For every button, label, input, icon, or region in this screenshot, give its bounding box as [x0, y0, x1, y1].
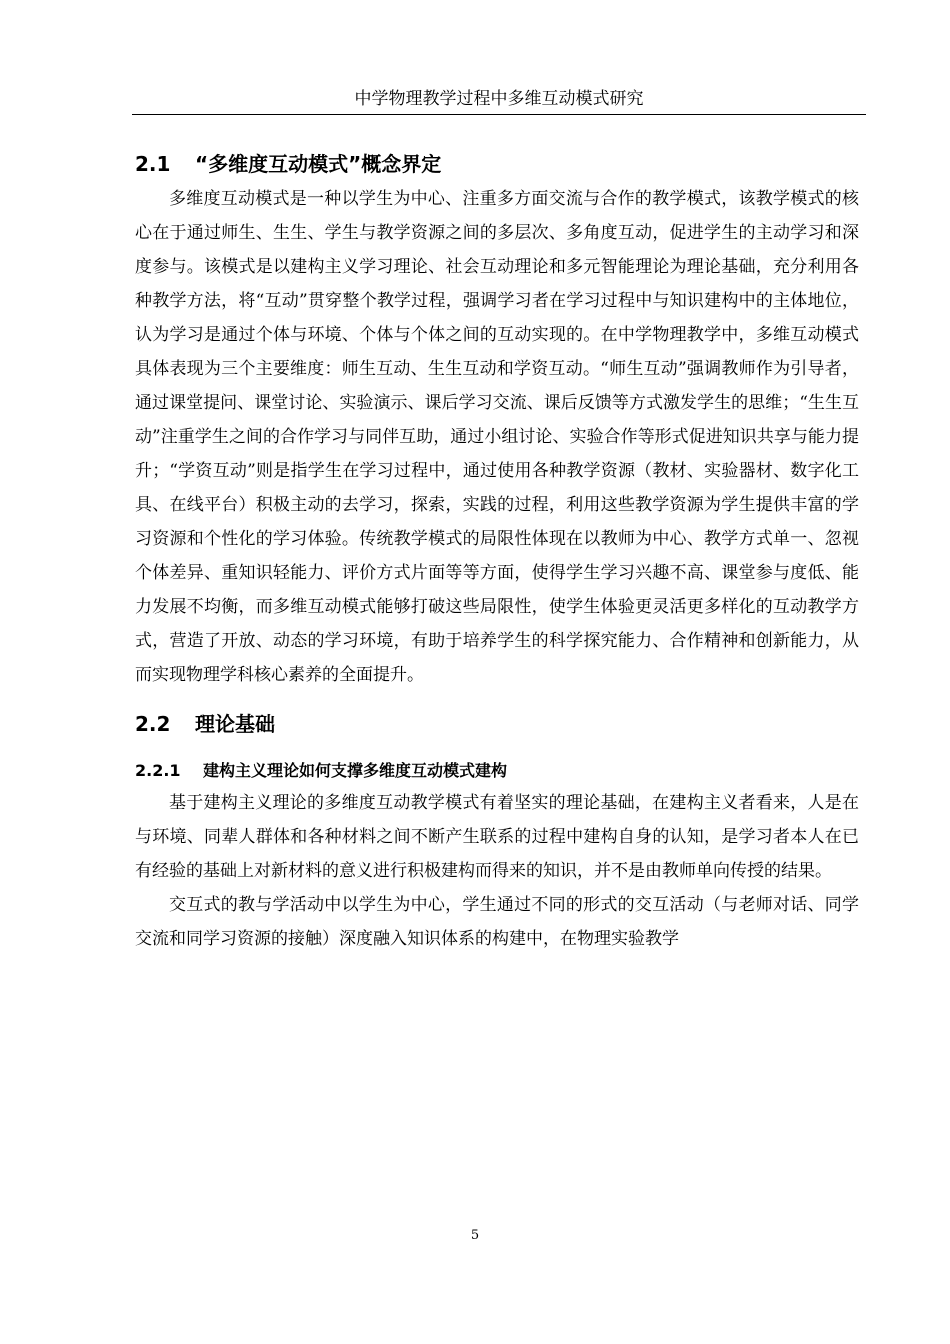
section-2-2-1-paragraph-2: 交互式的教与学活动中以学生为中心，学生通过不同的形式的交互活动（与老师对话、同学交流和同学习资源的接触）深度融入知识体系的构建中，在物理实验教学 [135, 895, 859, 949]
section-2-1-paragraph: 多维度互动模式是一种以学生为中心、注重多方面交流与合作的教学模式，该教学模式的核心在于通过师生、生生、学生与教学资源之间的多层次、多角度互动，促进学生的主动学习和深度参与。该模式是以建构主义学习理论、社会互动理论和多元智能理论为理论基础，充分利用各种教学方法，将“互动”贯穿整个教学过程，强调学习者在学习过程中与知识建构中的主体地位，认为学习是通过个体与环境、个体与个体之间的互动实现的。在中学物理教学中，多维互动模式具体表现为三个主要维度：师生互动、生生互动和学资互动。“师生互动”强调教师作为引导者，通过课堂提问、课堂讨论、实验演示、课后学习交流、课后反馈等方式激发学生的思维；“生生互动”注重学生之间的合作学习与同伴互助，通过小组讨论、实验合作等形式促进知识共享与能力提升；“学资互动”则是指学生在学习过程中，通过使用各种教学资源（教材、实验器材、数字化工具、在线平台）积极主动的去学习，探索，实践的过程，利用这些教学资源为学生提供丰富的学习资源和个性化的学习体验。传统教学模式的局限性体现在以教师为中心、教学方式单一、忽视个体差异、重知识轻能力、评价方式片面等等方面，使得学生学习兴趣不高、课堂参与度低、能力发展不均衡，而多维互动模式能够打破这些局限性，使学生体验更灵活更多样化的互动教学方式，营造了开放、动态的学习环境，有助于培养学生的科学探究能力、合作精神和创新能力，从而实现物理学科核心素养的全面提升。 [135, 189, 859, 685]
section-2-2-1-number: 2.2.1 [135, 761, 181, 780]
section-2-1-heading [135, 146, 859, 182]
section-2-2-1-title: 建构主义理论如何支撑多维度互动模式建构 [203, 761, 508, 780]
section-2-2-title: 理论基础 [195, 712, 275, 736]
page-body [135, 144, 859, 956]
section-2-2-heading [135, 706, 859, 742]
section-2-1-number: 2.1 [135, 152, 171, 176]
section-2-1-title: “多维度互动模式”概念界定 [195, 152, 442, 176]
section-2-2-1-heading [135, 756, 859, 786]
page-number: 5 [470, 1228, 480, 1243]
running-header: 中学物理教学过程中多维互动模式研究 [132, 88, 866, 115]
section-2-2-1-paragraph-1: 基于建构主义理论的多维度互动教学模式有着坚实的理论基础，在建构主义者看来，人是在与环境、同辈人群体和各种材料之间不断产生联系的过程中建构自身的认知，是学习者本人在已有经验的基础上对新材料的意义进行积极建构而得来的知识，并不是由教师单向传授的结果。 [135, 793, 859, 881]
section-2-2-number: 2.2 [135, 712, 171, 736]
